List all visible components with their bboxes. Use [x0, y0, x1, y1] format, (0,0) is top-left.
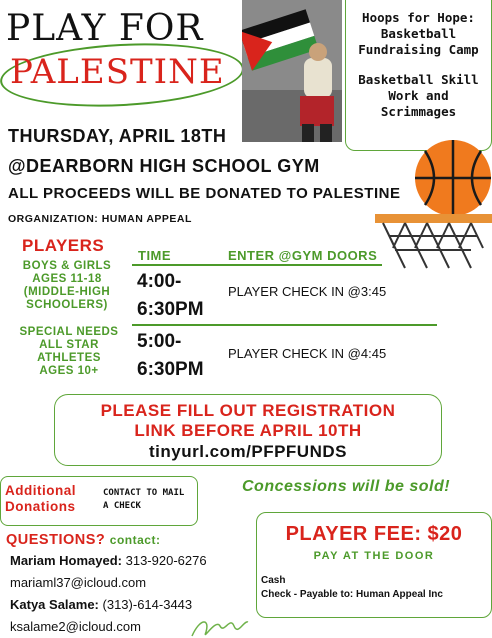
camp-info-line: Basketball — [380, 26, 457, 41]
donations-label — [5, 483, 76, 515]
contact-email[interactable]: mariaml37@icloud.com — [10, 575, 147, 590]
players-group-1 — [8, 260, 126, 312]
donations-label-line: Additional — [5, 483, 76, 498]
payment-method: Check - Payable to: Human Appeal Inc — [261, 589, 443, 600]
checkin-2: PLAYER CHECK IN @4:45 — [228, 346, 387, 361]
players-group-line: AGES 11-18 — [32, 273, 102, 285]
players-group-line: AGES 10+ — [39, 365, 99, 377]
title-line-1: PLAY FOR — [6, 8, 204, 49]
contact-row — [10, 550, 207, 572]
questions-heading — [6, 532, 160, 548]
donations-note — [103, 487, 184, 513]
contact-row — [10, 594, 207, 616]
registration-box — [54, 394, 442, 466]
player-fee-subtitle: PAY AT THE DOOR — [313, 550, 435, 562]
contact-phone: (313)-614-3443 — [102, 597, 193, 612]
payment-methods — [261, 574, 491, 602]
contact-email[interactable]: ksalame2@icloud.com — [10, 619, 141, 634]
time-start: 5:00- — [137, 331, 182, 352]
basketball-hoop-icon — [375, 138, 492, 270]
title-line-2: PALESTINE — [10, 52, 225, 92]
donations-label-line: Donations — [5, 499, 76, 514]
questions-label: QUESTIONS? — [6, 532, 106, 548]
camp-info-line: Basketball Skill — [358, 72, 479, 87]
checkin-1: PLAYER CHECK IN @3:45 — [228, 284, 387, 299]
players-group-line: BOYS & GIRLS — [22, 260, 112, 272]
donations-note-line: A CHECK — [103, 501, 141, 511]
players-group-line: (MIDDLE-HIGH — [23, 286, 111, 298]
event-date: THURSDAY, APRIL 18TH — [8, 126, 227, 146]
flag-photo-icon — [242, 0, 342, 142]
schedule-divider — [132, 264, 382, 266]
players-group-2 — [8, 326, 130, 378]
donations-box — [0, 476, 198, 526]
time-end: 6:30PM — [137, 299, 204, 320]
schedule-time-header: TIME — [138, 248, 172, 263]
player-fee-title: PLAYER FEE: $20 — [285, 523, 463, 545]
registration-line-1: PLEASE FILL OUT REGISTRATION — [100, 401, 396, 420]
payment-method: Cash — [261, 575, 286, 586]
event-location: @DEARBORN HIGH SCHOOL GYM — [8, 156, 320, 176]
player-fee-box — [256, 512, 492, 618]
time-start: 4:00- — [137, 271, 182, 292]
contact-name: Katya Salame: — [10, 597, 99, 612]
contact-list — [10, 550, 207, 638]
concessions-text: Concessions will be sold! — [242, 478, 451, 495]
players-group-line: ATHLETES — [37, 352, 101, 364]
protest-photo — [242, 0, 342, 142]
camp-info-line: Work and — [388, 88, 449, 103]
contact-label: contact: — [109, 533, 161, 547]
contact-name: Mariam Homayed: — [10, 553, 122, 568]
decorative-swirl-icon — [190, 608, 250, 638]
players-group-line: ALL STAR — [39, 339, 99, 351]
registration-line-2: LINK BEFORE APRIL 10TH — [134, 421, 362, 440]
event-proceeds: ALL PROCEEDS WILL BE DONATED TO PALESTINE — [8, 185, 401, 202]
schedule-time-2 — [137, 328, 204, 384]
players-heading: PLAYERS — [22, 236, 105, 255]
camp-info-box — [345, 0, 492, 151]
players-group-line: SCHOOLERS) — [26, 299, 108, 311]
time-end: 6:30PM — [137, 359, 204, 380]
camp-info-line: Hoops for Hope: — [362, 10, 475, 25]
registration-link[interactable]: tinyurl.com/PFPFUNDS — [149, 442, 347, 461]
contact-phone: 313-920-6276 — [125, 553, 207, 568]
schedule-divider — [132, 324, 437, 326]
event-organization: ORGANIZATION: HUMAN APPEAL — [8, 213, 192, 225]
schedule-doors-header: ENTER @GYM DOORS — [228, 248, 378, 263]
players-group-line: SPECIAL NEEDS — [19, 326, 119, 338]
camp-info-line: Fundraising Camp — [358, 42, 479, 57]
schedule-time-1 — [137, 268, 204, 324]
camp-info-line: Scrimmages — [380, 104, 457, 119]
donations-note-line: CONTACT TO MAIL — [103, 488, 185, 498]
